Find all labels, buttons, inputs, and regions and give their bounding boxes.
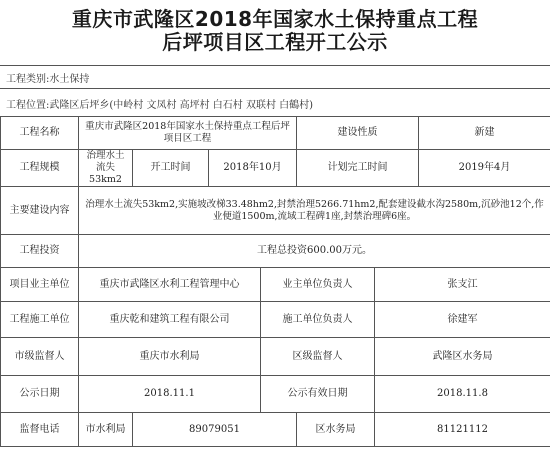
table-row	[1, 413, 550, 447]
table-row	[1, 376, 550, 413]
owner-value: 重庆市武隆区水利工程管理中心	[79, 268, 261, 302]
start-label: 开工时间	[133, 150, 209, 187]
title-line-2: 后坪项目区工程开工公示	[162, 30, 388, 54]
scale-value: 治理水土流失53km2	[79, 150, 133, 187]
divider	[0, 88, 550, 89]
district-supervisor-value: 武隆区水务局	[375, 338, 550, 376]
phone-city-label: 市水利局	[79, 413, 133, 447]
owner-lead-label: 业主单位负责人	[261, 268, 375, 302]
owner-label: 项目业主单位	[1, 268, 79, 302]
district-supervisor-label: 区级监督人	[261, 338, 375, 376]
nature-value: 新建	[419, 117, 550, 150]
finish-value: 2019年4月	[419, 150, 550, 187]
table-row	[1, 268, 550, 302]
invest-value: 工程总投资600.00万元。	[79, 235, 550, 268]
phone-label: 监督电话	[1, 413, 79, 447]
valid-date-value: 2018.11.8	[375, 376, 550, 413]
table-row	[1, 150, 550, 187]
start-value: 2018年10月	[209, 150, 297, 187]
invest-label: 工程投资	[1, 235, 79, 268]
owner-lead-value: 张支江	[375, 268, 550, 302]
table-row	[1, 117, 550, 150]
project-location: 工程位置:武隆区后坪乡(中岭村 文凤村 高坪村 白石村 双联村 白鶴村)	[6, 100, 314, 111]
divider	[0, 65, 550, 66]
publish-date-label: 公示日期	[1, 376, 79, 413]
valid-date-label: 公示有效日期	[261, 376, 375, 413]
builder-lead-label: 施工单位负责人	[261, 302, 375, 338]
name-label: 工程名称	[1, 117, 79, 150]
project-category: 工程类别:水土保持	[6, 74, 90, 85]
publish-date-value: 2018.11.1	[79, 376, 261, 413]
scale-label: 工程规模	[1, 150, 79, 187]
phone-city-value: 89079051	[133, 413, 297, 447]
builder-lead-value: 徐建军	[375, 302, 550, 338]
nature-label: 建设性质	[297, 117, 419, 150]
table-row	[1, 187, 550, 235]
table-row	[1, 302, 550, 338]
builder-label: 工程施工单位	[1, 302, 79, 338]
project-info-table	[0, 116, 550, 447]
table-row	[1, 235, 550, 268]
phone-district-label: 区水务局	[297, 413, 375, 447]
city-supervisor-label: 市级监督人	[1, 338, 79, 376]
city-supervisor-value: 重庆市水利局	[79, 338, 261, 376]
title-line-1: 重庆市武隆区2018年国家水土保持重点工程	[71, 7, 479, 31]
table-row	[1, 338, 550, 376]
builder-value: 重庆乾和建筑工程有限公司	[79, 302, 261, 338]
name-value: 重庆市武隆区2018年国家水土保持重点工程后坪项目区工程	[79, 117, 297, 150]
content-label: 主要建设内容	[1, 187, 79, 235]
content-value: 治理水土流失53km2,实施坡改梯33.48hm2,封禁治理5266.71hm2,配套建设截水沟2580m,沉砂池12个,作业便道1500m,流域工程碑1座,封禁治理碑6座。	[79, 187, 550, 235]
phone-district-value: 81121112	[375, 413, 550, 447]
finish-label: 计划完工时间	[297, 150, 419, 187]
notice-title	[0, 8, 550, 54]
